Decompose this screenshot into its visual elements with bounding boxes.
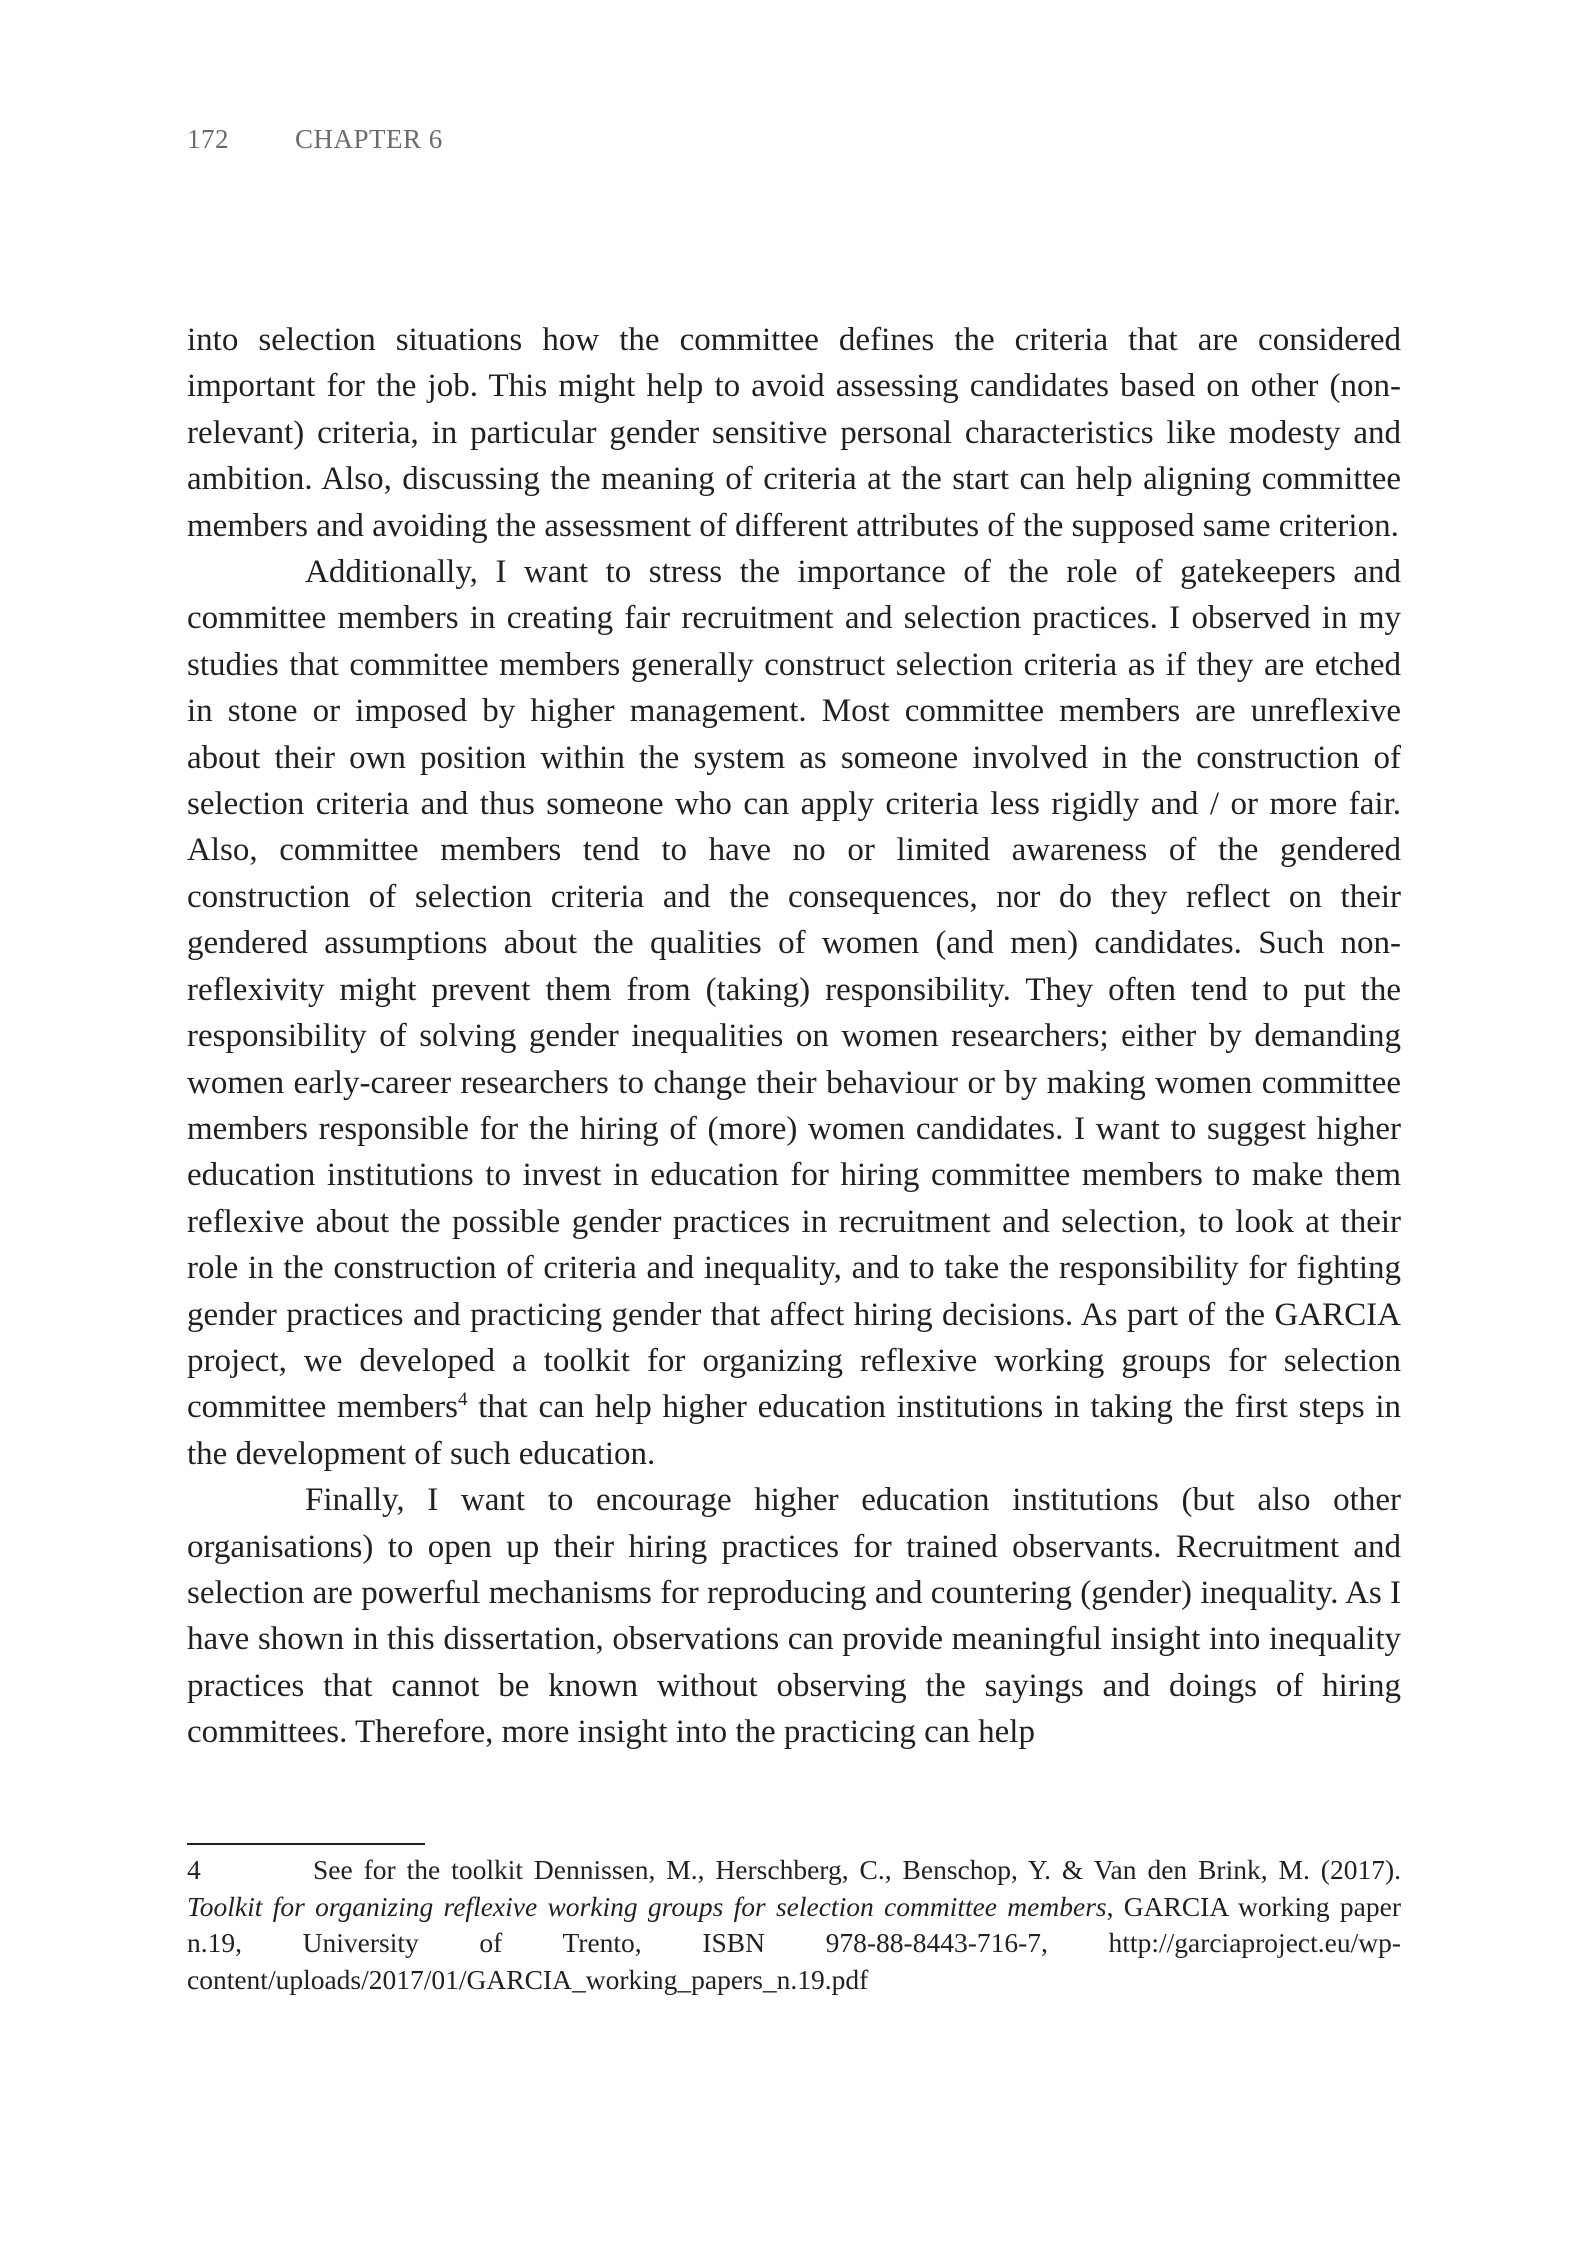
running-head — [187, 124, 443, 155]
paragraph-2 — [187, 549, 1401, 1477]
footnote-number: 4 — [187, 1854, 201, 1885]
footnote-citation: , GARCIA working paper n.19, University of Trento, ISBN 978-88-8443-716-7, http://garciaproject.eu/wp-content/uploads/2017/01/GARCIA_working_papers_n.19.pdf — [187, 1890, 1401, 1995]
paragraph-2-text-continued: that can help higher education institutions in taking the first steps in the development of such education. — [187, 1389, 1401, 1472]
page-number: 172 — [187, 124, 229, 154]
paragraph-1: into selection situations how the committee defines the criteria that are considered important for the job. This might help to avoid assessing candidates based on other (non-relevant) criteria, in particular gender sensitive personal characteristics like modesty and ambition. Also, discussing the meaning of criteria at the start can help aligning committee members and avoiding the assessment of different attributes of the supposed same criterion. — [187, 322, 1401, 544]
footnote-divider — [187, 1843, 425, 1845]
paragraph-3: Finally, I want to encourage higher education institutions (but also other organisations) to open up their hiring practices for trained observants. Recruitment and selection are powerful mechanisms for reproducing and countering (gender) inequality. As I have shown in this dissertation, observations can provide meaningful insight into inequality practices that cannot be known without observing the sayings and doings of hiring committees. Therefore, more insight into the practicing can help — [187, 1482, 1401, 1751]
footnote — [187, 1852, 1401, 1998]
footnote-reference[interactable]: 4 — [457, 1389, 468, 1411]
footnote-title: Toolkit for organizing reflexive working groups for selection committee members — [187, 1890, 1107, 1922]
chapter-title: CHAPTER 6 — [295, 124, 443, 154]
footnote-lead: See for the toolkit Dennissen, M., Herschberg, C., Benschop, Y. & Van den Brink, M. (2017). — [313, 1854, 1401, 1885]
body-text — [187, 317, 1401, 1756]
paragraph-2-text: Additionally, I want to stress the importance of the role of gatekeepers and committee members in creating fair recruitment and selection practices. I observed in my studies that committee members generally construct selection criteria as if they are etched in stone or imposed by higher management. Most committee members are unreflexive about their own position within the system as someone involved in the construction of selection criteria and thus someone who can apply criteria less rigidly and / or more fair. Also, committee members tend to have no or limited awareness of the gendered construction of selection criteria and the consequences, nor do they reflect on their gendered assumptions about the qualities of women (and men) candidates. Such non-reflexivity might prevent them from (taking) responsibility. They often tend to put the responsibility of solving gender inequalities on women researchers; either by demanding women early-career researchers to change their behaviour or by making women committee members responsible for the hiring of (more) women candidates. I want to suggest higher education institutions to invest in education for hiring committee members to make them reflexive about the possible gender practices in recruitment and selection, to look at their role in the construction of criteria and inequality, and to take the responsibility for fighting gender practices and practicing gender that affect hiring decisions. As part of the GARCIA project, we developed a toolkit for organizing reflexive working groups for selection committee members — [187, 554, 1401, 1426]
